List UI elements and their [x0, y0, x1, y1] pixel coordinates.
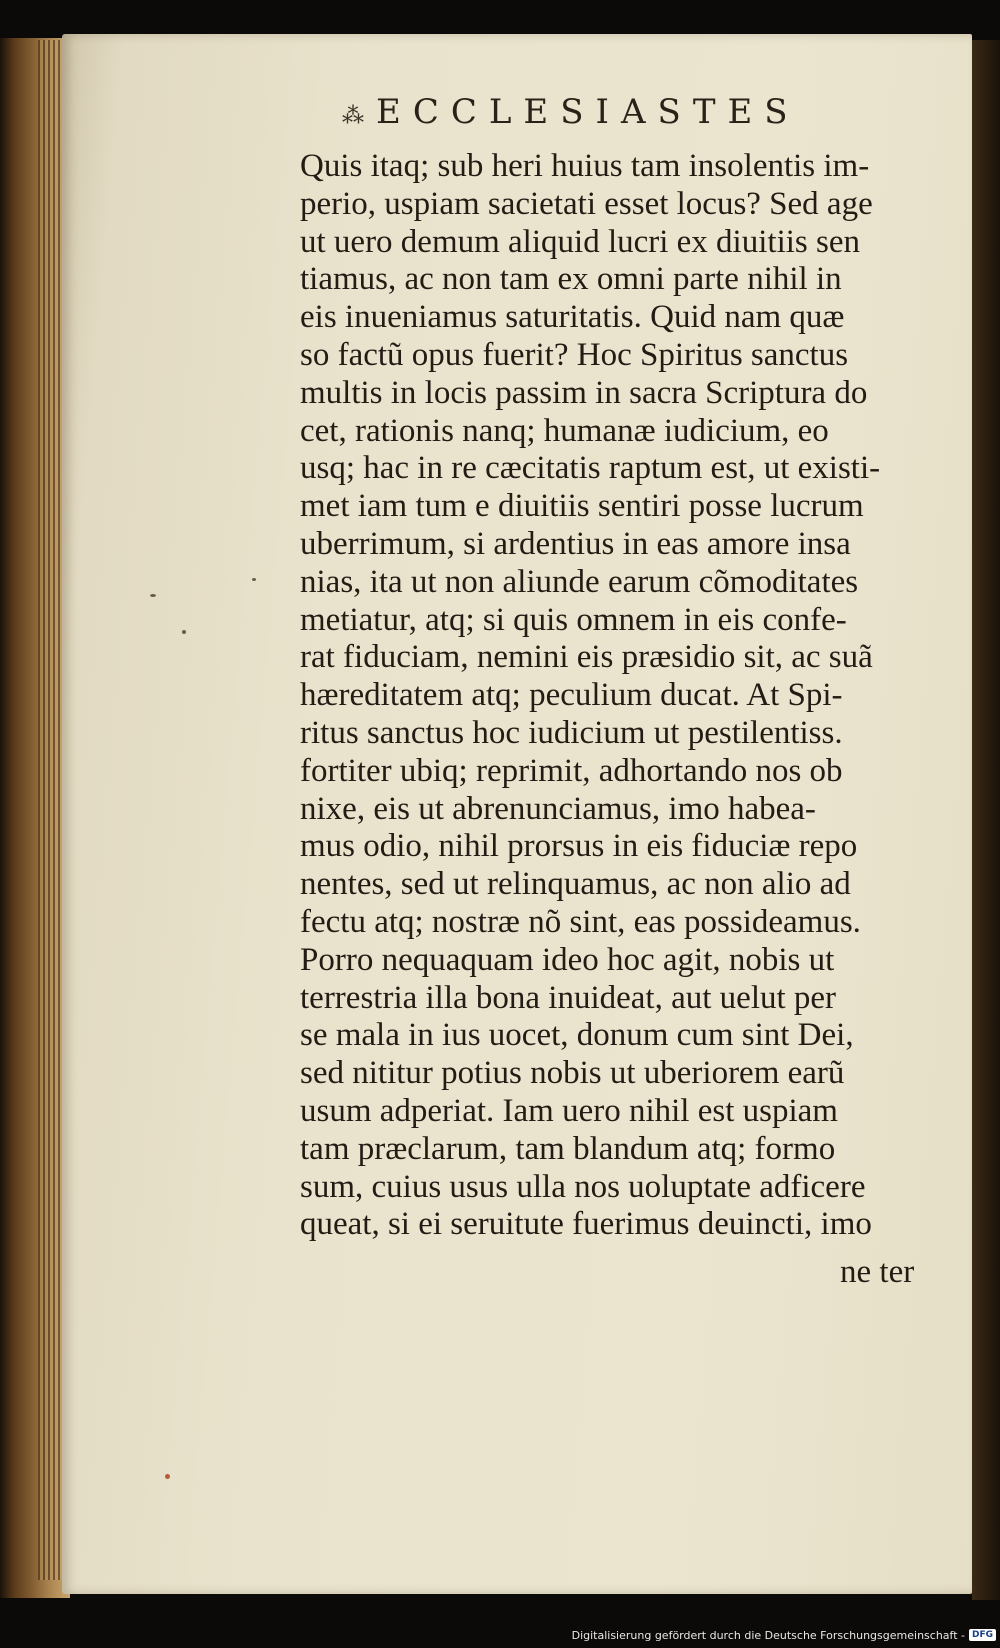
text-line-content: uberrimum, si ardentius in eas amore insa [300, 525, 851, 562]
margin-speck [150, 594, 156, 597]
text-line [300, 715, 940, 753]
text-line-content: fortiter ubiq; reprimit, adhortando nos ob [300, 752, 843, 789]
text-line-content: ut uero demum aliquid lucri ex diuitiis sen [300, 223, 860, 260]
text-line [300, 1206, 940, 1244]
text-line-content: sum, cuius usus ulla nos uoluptate adficere [300, 1168, 866, 1205]
text-line [300, 450, 940, 488]
text-line [300, 337, 940, 375]
text-line [300, 904, 940, 942]
text-line [300, 224, 940, 262]
text-line-content: multis in locis passim in sacra Scriptura do [300, 374, 868, 411]
text-line [300, 942, 940, 980]
text-line-content: metiatur, atq; si quis omnem in eis confe- [300, 601, 847, 638]
text-line [300, 261, 940, 299]
text-line-content: mus odio, nihil prorsus in eis fiduciæ repo [300, 828, 858, 865]
text-line-content: queat, si ei seruitute fuerimus deuincti, imo [300, 1206, 872, 1243]
margin-speck [182, 630, 186, 634]
text-line-content: usum adperiat. Iam uero nihil est uspiam [300, 1092, 838, 1129]
text-line-content: sed nititur potius nobis ut uberiorem earũ [300, 1055, 845, 1092]
text-line [300, 753, 940, 791]
text-line [300, 828, 940, 866]
running-head-title: ECCLESIASTES [376, 92, 800, 132]
text-line-content: tam præclarum, tam blandum atq; formo [300, 1130, 836, 1167]
text-line [300, 488, 940, 526]
footer-credit: Digitalisierung gefördert durch die Deutsche Forschungsgemeinschaft - [571, 1628, 965, 1642]
text-line-content: terrestria illa bona inuideat, aut uelut per [300, 979, 837, 1016]
text-line-content: nentes, sed ut relinquamus, ac non alio ad [300, 866, 851, 903]
fleuron-ornament: ⁂ [342, 104, 366, 129]
digitization-footer [572, 1624, 996, 1646]
text-line [300, 602, 940, 640]
text-line [300, 1131, 940, 1169]
text-line-content: perio, uspiam sacietati esset locus? Sed age [300, 185, 873, 222]
text-line-content: tiamus, ac non tam ex omni parte nihil in [300, 261, 842, 298]
text-line [300, 791, 940, 829]
text-line-content: so factũ opus fuerit? Hoc Spiritus sanctus [300, 336, 849, 373]
margin-speck [165, 1474, 170, 1479]
text-line-content: fectu atq; nostræ nõ sint, eas possideamus. [300, 903, 861, 940]
body-text [300, 148, 940, 1244]
text-line-content: ritus sanctus hoc iudicium ut pestilentiss. [300, 714, 843, 751]
text-line [300, 1055, 940, 1093]
text-line [300, 866, 940, 904]
text-line [300, 299, 940, 337]
text-line [300, 148, 940, 186]
catchword: ne ter [840, 1254, 915, 1290]
text-line-content: hæreditatem atq; peculium ducat. At Spi- [300, 677, 843, 714]
text-line-content: Quis itaq; sub heri huius tam insolentis im- [300, 148, 870, 184]
text-line-content: cet, rationis nanq; humanæ iudicium, eo [300, 412, 829, 449]
text-line-content: Porro nequaquam ideo hoc agit, nobis ut [300, 941, 835, 978]
text-line [300, 980, 940, 1018]
text-line [300, 1169, 940, 1207]
text-line-content: usq; hac in re cæcitatis raptum est, ut existi- [300, 450, 881, 487]
text-line [300, 526, 940, 564]
text-line-content: rat fiduciam, nemini eis præsidio sit, ac suã [300, 639, 873, 676]
text-line-content: se mala in ius uocet, donum cum sint Dei, [300, 1017, 854, 1054]
text-line-content: met iam tum e diuitiis sentiri posse lucrum [300, 488, 864, 525]
text-line [300, 1017, 940, 1055]
running-head [342, 92, 862, 142]
text-line-content: eis inueniamus saturitatis. Quid nam quæ [300, 299, 845, 336]
text-line [300, 639, 940, 677]
text-line [300, 186, 940, 224]
text-line [300, 413, 940, 451]
text-line [300, 1093, 940, 1131]
dfg-logo: DFG [969, 1629, 996, 1641]
right-page-edge [972, 40, 1000, 1600]
text-line [300, 677, 940, 715]
text-line-content: nixe, eis ut abrenunciamus, imo habea- [300, 790, 816, 827]
text-line-content: nias, ita ut non aliunde earum cõmoditates [300, 563, 859, 600]
text-line [300, 564, 940, 602]
text-line [300, 375, 940, 413]
page-edges [38, 40, 62, 1580]
margin-speck [252, 578, 256, 581]
